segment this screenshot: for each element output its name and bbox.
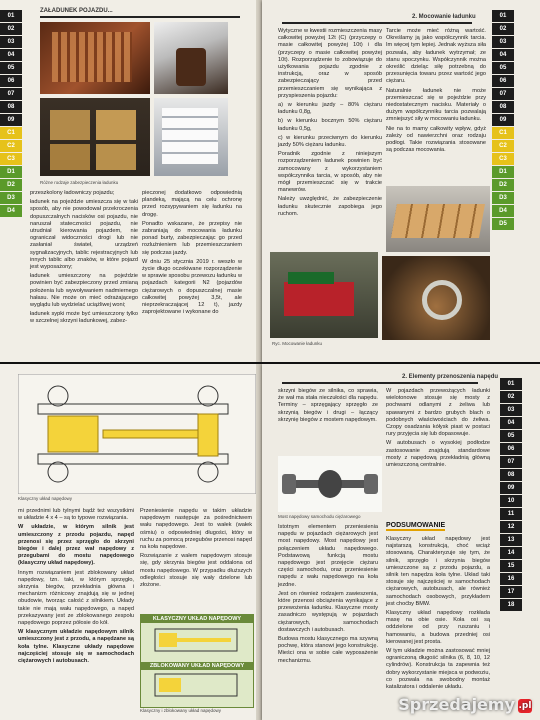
- thumb-tab: 14: [500, 547, 522, 559]
- thumb-tab: 03: [492, 36, 514, 48]
- photo-pallets: [40, 98, 150, 176]
- thumb-tab: C2: [492, 140, 514, 152]
- thumb-tab: 03: [0, 36, 22, 48]
- text-column-1: mi przednimi lub tylnymi bądź też wszystkimi w układzie 4 x 4 – są to typowe rozwiązania. W układzie, w którym silnik jest umieszczony z przodu pojazdu, napęd przenosi się przez sprzęgło do skrzyni biegów i dalej przez wał napędowy z przegubami do mostu napędowego (klasyczny układ napędowy). Innym rozwiązaniem jest zblokowany układ napędowy, tzn. taki, w którym sprzęgło, skrzynia biegów, przekładnia główna i mechanizm różnicowy znajdują się w jednej obudowie, tworząc całość z silnikiem. Układy takie nie mają wału napędowego, a napęd przekazywany jest ze zblokowanego zespołu napędowego poprzez półosie do kół. W klasycznym układzie napędowym silnik umieszczony jest z przodu, a napędzane są koła tylne. Klasyczne układy napędowe najczęściej stosuje się w samochodach ciężarowych i autobusach.: [18, 508, 134, 665]
- thumb-tab: D4: [492, 205, 514, 217]
- text-column-2: Tarcie może mieć różną wartość. Określamy ją jako współczynnik tarcia. Im więcej tym lepiej. Jednak wyższa siła pozwala, aby ładunek wytrzymał; ze stanu spoczynku. Współczynnik można określić dzieląc siłę potrzebną do przesunięcia towaru przez wartość jego ciężaru. Naturalnie ładunek nie może przemieszczać się w pojeździe przy niedostatecznym nacisku. Materiały o dużym współczynniku tarcia pozwalają zmniejszyć siły w mocowaniu ładunku. Nie na to mamy całkowity wpływ, gdyż zależy od nawierzchni oraz rodzaju podłogi. Takie rozwiązania stosowane są podczas mocowania.: [386, 28, 486, 154]
- thumb-tab: 03: [500, 404, 522, 416]
- top-right-page: [262, 0, 540, 362]
- thumb-tab: 07: [500, 456, 522, 468]
- thumb-tab: 09: [492, 114, 514, 126]
- thumb-tab: 02: [0, 23, 22, 35]
- thumb-tab: 07: [0, 88, 22, 100]
- thumb-tab: C3: [492, 153, 514, 165]
- thumb-tab: C3: [0, 153, 22, 165]
- thumb-index-tabs: [500, 378, 522, 612]
- thumb-tab: 04: [500, 417, 522, 429]
- photo-caption: Ryc. Mocowanie ładunku: [272, 341, 323, 346]
- photo-cargo-boxes: [154, 98, 228, 176]
- bottom-right-page: [262, 364, 540, 720]
- bottom-left-page: [0, 364, 266, 720]
- thumb-tab: D3: [0, 192, 22, 204]
- thumb-tab: 09: [0, 114, 22, 126]
- thumb-tab: 08: [0, 101, 22, 113]
- thumb-tab: 12: [500, 521, 522, 533]
- thumb-tab: 04: [492, 49, 514, 61]
- text-column-1: Wytyczne w kwestii rozmieszczenia masy całkowitej powyżej 12t (C) (przyczepy o masie całkowitej powyżej 10t) i dla (przyczepy o masie całkowitej powyżej 10t). Rozporządzenie to zobowiązuje do użytkowania pojazdu zgodnie z instrukcją, oraz w sposób zabezpieczający przed przemieszczaniem się wynikająca z przyspieszenia pojazdu: a) w kierunku jazdy – 80% ciężaru ładunku 0,8g, b) w kierunku bocznym 50% ciężaru ładunku 0,5g, c) w kierunku przeciwnym do kierunku jazdy 50% ciężaru ładunku. Poradnik zgodnie z niniejszym rozporządzeniem ładunek powinien być zamocowany z wykorzystaniem współczynnika tarcia, w sposób, aby nie mógł przemieszczać się w trakcie manewrów. Należy uwzględnić, że zabezpieczenie ładunku skutecznie zapobiega jego ruchom.: [278, 28, 382, 217]
- thumb-tab: 16: [500, 573, 522, 585]
- thumb-tab: C1: [492, 127, 514, 139]
- header-rule: [40, 16, 240, 18]
- page-header: 2. Mocowanie ładunku: [412, 14, 476, 20]
- text-column-2: Przeniesienie napędu w takim układzie napędowym następuje za pośrednictwem wału napędowego. Jest to wałek (wałek ośmiu) o odpowiedniej długości, który w ruchu za pomocą przegubów przenosi napęd na koła napędowe. Rozwiązanie z wałem napędowym stosuje się, gdy skrzynia biegów jest oddalona od mostu napędowego. W przypadku dłuższych odległości stosuje się wały dzielone lub złożone.: [140, 508, 252, 589]
- page-header: 2. Elementy przenoszenia napędu: [402, 374, 499, 380]
- text-column-2: W pojazdach przewożących ładunki wielotonowe stosuje się mosty z pochwami odlanymi z żeliwa lub spawanymi z bardzo grubych blach o podobnych właściwościach do żeliwa. Czopy osadzania kółysk piast w postaci rury przyjęcia się lub dopasowuje. W autobusach o wysokiej podłodze zastosowanie znajdują standardowe mosty z napędową przekładnią główną umieszczoną centralnie.: [386, 388, 490, 469]
- thumb-index-tabs: [0, 10, 22, 218]
- summary-text: Klasyczny układ napędowy jest najstarszą konstrukcją, choć wciąż stosowaną. Charakteryzuje się tym, że silnik, sprzęgło i skrzynia biegów umieszczone są z przodu pojazdu, a silnik ten napędza koła tylne. Układ taki stosuje się najczęściej w samochodach ciężarowych, autobusach, ale również samochodach osobowych, przykładem jest choćby BMW. Klasyczny układ napędowy rozkłada masę na obie osie. Koła osi są oddzielone od przy ruszaniu i hamowaniu, a budowa przedniej osi kierowanej jest prosta. W tym układzie można zastosować mniej ograniczoną długość silnika (6, 8, 10, 12 cylindrów). Konstrukcja ta zapewnia też dobry wykorzystanie miejsca w podwoziu, co pozwala na swobodny montaż katalizatora i oddalenie układu.: [386, 536, 490, 691]
- thumb-tab: D4: [0, 205, 22, 217]
- thumb-tab: 05: [0, 62, 22, 74]
- photo-chain-hook: [382, 256, 490, 340]
- drivetrain-figure: [140, 614, 254, 708]
- photo-truck-load-wood: [40, 22, 150, 94]
- chassis-drawing: [18, 374, 256, 494]
- thumb-tab: 11: [500, 508, 522, 520]
- thumb-tab: 02: [492, 23, 514, 35]
- thumb-tab: 13: [500, 534, 522, 546]
- classic-drivetrain-diagram: [141, 623, 251, 657]
- thumb-tab: 10: [500, 495, 522, 507]
- thumb-tab: 08: [500, 469, 522, 481]
- thumb-tab: 07: [492, 88, 514, 100]
- watermark-logo: Sprzedajemy .pl: [398, 695, 532, 714]
- thumb-tab: 06: [0, 75, 22, 87]
- text-column-1: przeszkolony ładowniczy pojazdu; ładunek na pojeździe umieszcza się w taki sposób, aby nie powodował przekroczenia dopuszczalnych nacisków osi pojazdu, nie naruszał stateczności pojazdu, nie utrudniał kierowania pojazdem, nie ograniczał widoczności drogi lub nie zasłaniał świateł, urządzeń sygnalizacyjnych, tablic rejestracyjnych lub innych tablic albo znaków, w które pojazd jest wyposażony; ładunek umieszczony na pojeździe powinien być zabezpieczony przed zmianą położenia lub wywoływaniem nadmiernego hałasu. Nie może on mieć odrażającego wyglądu lub wydzielać uciążliwej woni; ładunek sypki może być umieszczony tylko w szczelnej skrzyni ładunkowej, zabez-: [30, 190, 138, 325]
- thumb-tab: 05: [492, 62, 514, 74]
- thumb-tab: 05: [500, 430, 522, 442]
- thumb-tab: C2: [0, 140, 22, 152]
- thumb-tab: D2: [0, 179, 22, 191]
- thumb-tab: 01: [0, 10, 22, 22]
- thumb-tab: 01: [500, 378, 522, 390]
- section-title: PODSUMOWANIE: [386, 522, 446, 529]
- figure-caption: Klasyczny układ napędowy: [18, 496, 73, 501]
- fig-classic-title: KLASYCZNY UKŁAD NAPĘDOWY: [141, 615, 253, 623]
- photo-worker-strap: [154, 22, 228, 94]
- page-header: ZAŁADUNEK POJAZDU...: [40, 8, 113, 14]
- header-rule: [282, 382, 478, 384]
- photo-caption: Most napędowy samochodu ciężarowego: [278, 514, 361, 519]
- thumb-tab: 17: [500, 586, 522, 598]
- text-column-2: pieczonej dodatkowo odpowiednią plandeką, mającą na celu ochronę przed rozsypywaniem się ładunku na drogę. Ponadto wskazane, że przepisy nie zabraniają do mocowania ładunku ponad burty, zabezpieczając go przed rozluźnieniem lub przemieszczaniem się podczas jazdy. W dniu 25 stycznia 2019 r. weszło w życie długo oczekiwane rozporządzenie w sprawie sposobu przewozu ładunku w pojazdach kategorii N2 (pojazdów ciężarowych o dopuszczalnej masie całkowitej powyżej 3,5t, ale nieprzekraczającej 12 t), jazdy zaprojektowane i wykonane do: [142, 190, 242, 316]
- thumb-tab: D1: [0, 166, 22, 178]
- photo-drive-axle: [278, 456, 382, 512]
- thumb-tab: C1: [0, 127, 22, 139]
- thumb-tab: 09: [500, 482, 522, 494]
- thumb-tab: 02: [500, 391, 522, 403]
- thumb-tab: D3: [492, 192, 514, 204]
- thumb-tab: 15: [500, 560, 522, 572]
- thumb-tab: 08: [492, 101, 514, 113]
- blocked-drivetrain-diagram: [141, 670, 251, 700]
- thumb-index-tabs: [492, 10, 514, 231]
- header-rule: [282, 22, 472, 24]
- photo-caption: Różne rodzaje zabezpieczenia ładunku: [40, 180, 119, 185]
- thumb-tab: 04: [0, 49, 22, 61]
- thumb-tab: 06: [492, 75, 514, 87]
- top-left-page: [0, 0, 265, 362]
- thumb-tab: 01: [492, 10, 514, 22]
- text-column-1: Istotnym elementem przeniesienia napędu w pojazdach ciężarowych jest most napędowy. Most napędowy jest połączeniem układu napędowego. Podstawową funkcją mostu napędowego jest przejęcie ciężaru części samochodu, oraz przeniesienie napędu z wału napędowego na koła jezdne. Jest on również rodzajem zawieszenia, które przenosi obciążenia wynikające z przewożenia ładunku. Klasyczne mosty zasadniczo występują w pojazdach ciężarowych, samochodach dostawczych i autobusach. Budowa mostu klasycznego ma szywną pochwę, która stanowi jego konstrukcję. Mieści ona w sobie całe wyposażenie mechanizmu.: [278, 524, 378, 664]
- figure-caption-2: Klasyczny i zblokowany układ napędowy: [140, 708, 222, 713]
- fig-blocked-title: ZBLOKOWANY UKŁAD NAPĘDOWY: [141, 662, 253, 670]
- thumb-tab: D1: [492, 166, 514, 178]
- thumb-tab: D5: [492, 218, 514, 230]
- photo-red-truck: [270, 252, 378, 338]
- bottom-spread: [0, 364, 540, 720]
- thumb-tab: D2: [492, 179, 514, 191]
- text-intro: skrzyni biegów ze silnika, co sprawia, że wał ma stała nieczułości dla napędu. Terminy – sprzęgający sprzęgło ze skrzynią biegów i drugi – łączący skrzynię biegów z mostem napędowym.: [278, 388, 378, 423]
- photo-wooden-pallet: [386, 186, 490, 252]
- thumb-tab: 18: [500, 599, 522, 611]
- thumb-tab: 06: [500, 443, 522, 455]
